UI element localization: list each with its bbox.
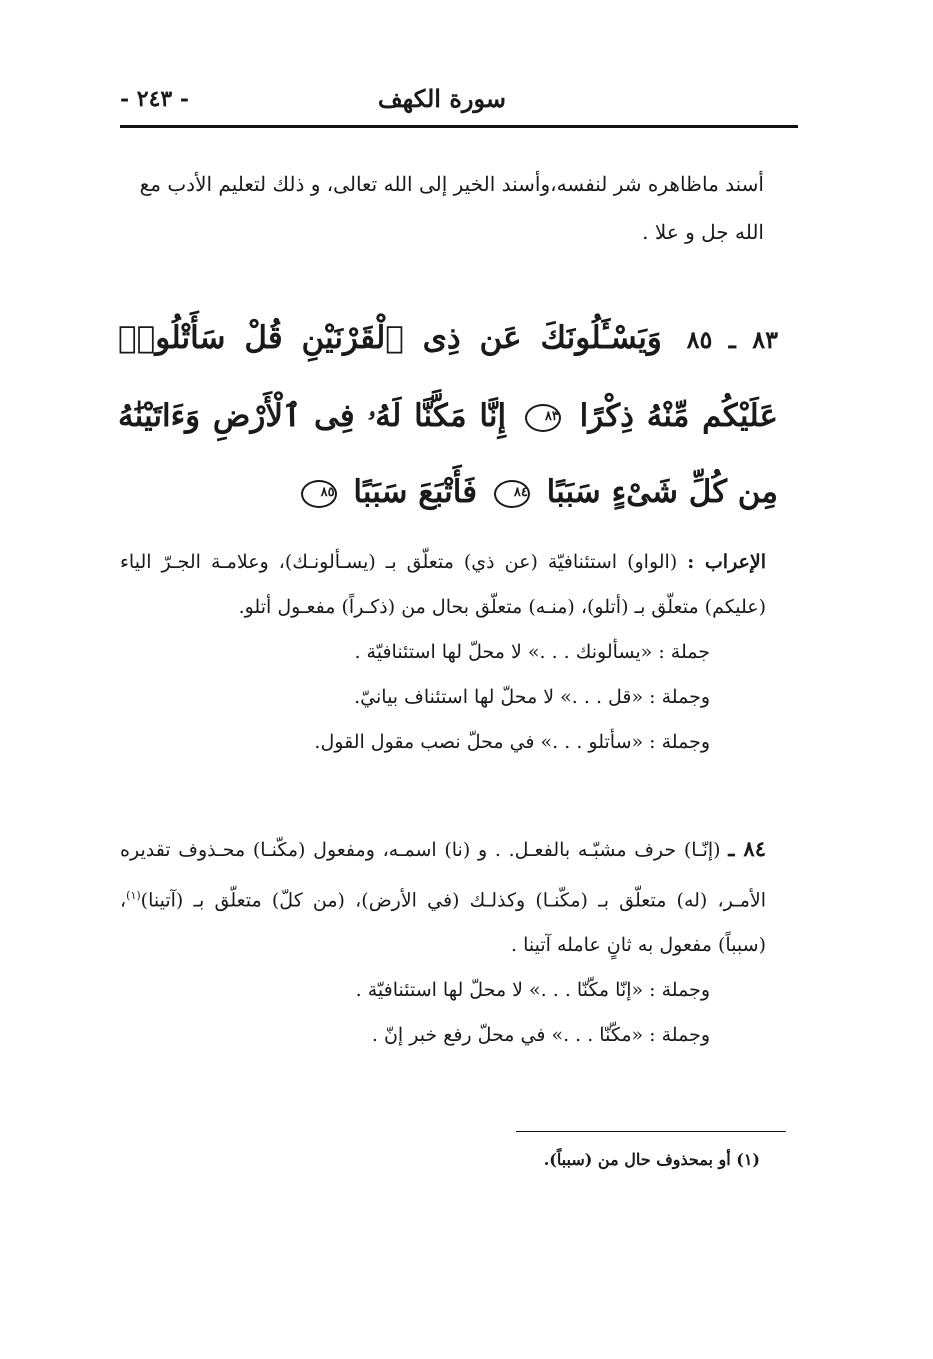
intro-line-2: الله جل و علا .: [642, 220, 764, 244]
irab-sentence-3: وجملة : «سأتلو . . .» في محلّ نصب مقول القول.: [314, 731, 710, 753]
irab-body: (الواو) استئنافيّة (عن ذي) متعلّق بـ (يسـألونـك)، وعلامـة الجـرّ الياء (عليكم) متعلّق بـ (أتلو)، (منـه) متعلّق بحال من (ذكـراً) مفعـول أتلو.: [120, 551, 766, 618]
page-header: [120, 78, 796, 124]
footnote: (١) أو بمحذوف حال من (سبباً).: [543, 1150, 760, 1169]
section-84-sentence-1: وجملة : «إنّا مكّنّا . . .» لا محلّ لها استئنافيّة .: [355, 979, 710, 1002]
quran-verses: [118, 300, 778, 530]
section-84: [120, 826, 766, 1058]
verse-range: ٨٣ ـ ٨٥: [686, 325, 778, 354]
irab-paragraph: [120, 540, 766, 630]
ayah-marker-85: ٨٥: [301, 480, 337, 508]
footnote-divider: [516, 1131, 786, 1132]
section-84-number: ٨٤ ـ: [728, 836, 766, 861]
irab-label: الإعراب :: [687, 551, 767, 573]
irab-sentence-1: جملة : «يسألونك . . .» لا محلّ لها استئنافيّة .: [354, 641, 710, 663]
footnote-reference: (١): [126, 889, 141, 902]
surah-title: سورة الكهف: [377, 84, 506, 113]
verse-84-text: إِنَّا مَكَّنَّا لَهُۥ فِى ٱلْأَرْضِ وَءَاتَيْنَٰهُ مِن كُلِّ شَىْءٍ سَبَبًا: [118, 398, 778, 510]
header-divider: [120, 125, 798, 128]
section-84-body-1: (إنّـا) حرف مشبّـه بالفعـل. . و (نا) اسمـه، ومفعول (مكّنـا) محـذوف تقديره الأمـر، (له) متعلّق بـ (مكّنـا) وكذلـك (في الأرض)، (من كلّ) متعلّق بـ (آتينا): [120, 839, 766, 912]
section-84-sentence-2: وجملة : «مكّنّا . . .» في محلّ رفع خبر إنّ .: [371, 1024, 710, 1047]
irab-sentence-2: وجملة : «قل . . .» لا محلّ لها استئناف بيانيّ.: [354, 686, 710, 708]
intro-line-1: أسند ماظاهره شر لنفسه،وأسند الخير إلى الله تعالى، و ذلك لتعليم الأدب مع: [139, 172, 764, 196]
section-84-body-2: ، (سبباً) مفعول به ثانٍ عامله آتينا .: [120, 889, 766, 957]
verse-85-text: فَأَتْبَعَ سَبَبًا: [353, 474, 478, 510]
intro-paragraph: [118, 160, 764, 256]
ayah-marker-84: ٨٤: [494, 480, 530, 508]
irab-section: [120, 540, 766, 765]
verse-83-text: وَيَسْـَٔلُونَكَ عَن ذِى ٱلْقَرْنَيْنِ قُلْ سَأَتْلُوا۟ عَلَيْكُم مِّنْهُ ذِكْرًا: [118, 320, 778, 434]
page-number: - ٢٤٣ -: [120, 86, 190, 112]
section-84-paragraph: [120, 826, 766, 968]
ayah-marker-83: ٨٣: [525, 404, 561, 432]
